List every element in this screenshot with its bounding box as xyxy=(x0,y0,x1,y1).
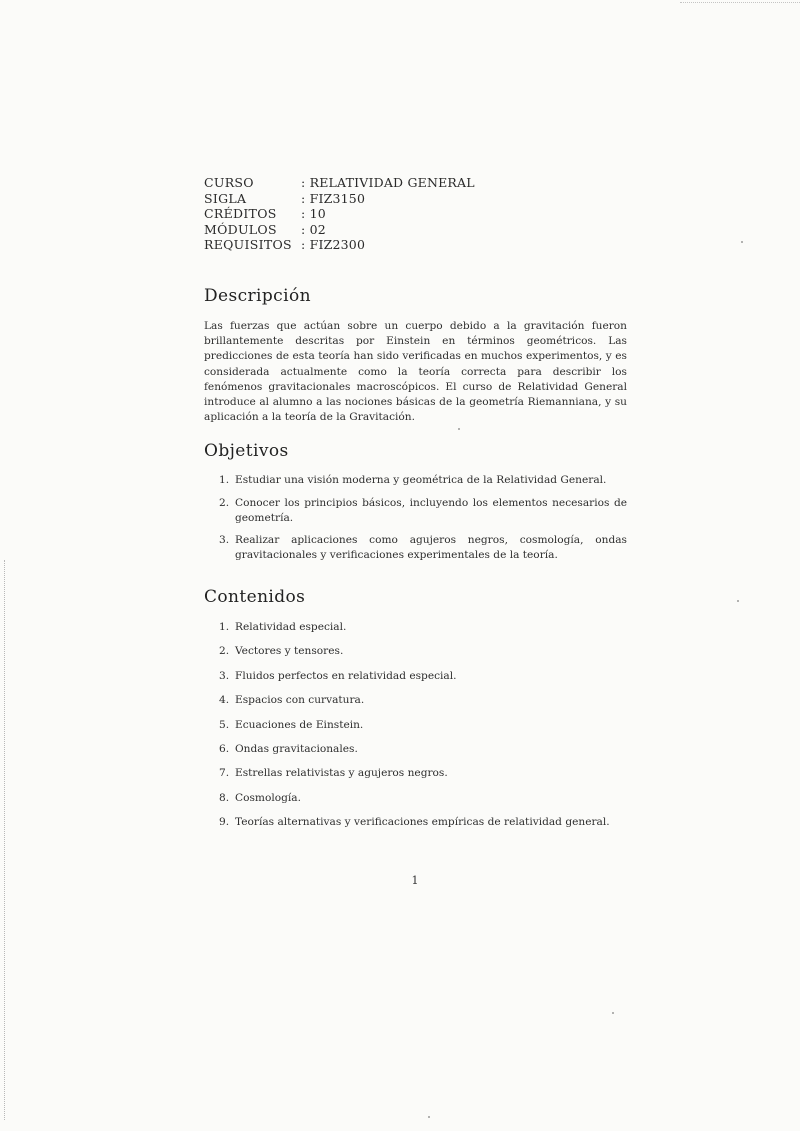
item-text: Ondas gravitacionales. xyxy=(235,742,358,755)
item-text: Conocer los principios básicos, incluyendo los elementos necesarios de geometría. xyxy=(235,496,627,524)
field-value: : FIZ3150 xyxy=(301,190,366,206)
item-number: 3. xyxy=(219,534,230,547)
item-text: Relatividad especial. xyxy=(235,621,347,633)
descripcion-heading: Descripción xyxy=(204,286,311,306)
item-text: Teorías alternativas y verificaciones empíricas de relatividad general. xyxy=(235,816,610,829)
list-item xyxy=(204,791,627,806)
course-field-row xyxy=(204,206,475,222)
item-number: 5. xyxy=(219,718,230,731)
item-number: 7. xyxy=(219,767,230,780)
item-text: Ecuaciones de Einstein. xyxy=(235,718,364,731)
item-number: 1. xyxy=(219,621,230,633)
course-field-row xyxy=(204,237,475,253)
field-value: : 10 xyxy=(301,206,326,222)
list-item xyxy=(204,496,627,526)
field-value: : RELATIVIDAD GENERAL xyxy=(301,175,475,190)
page-number: 1 xyxy=(411,874,419,887)
list-item xyxy=(204,620,627,635)
scan-speck xyxy=(428,1116,430,1118)
course-field-row xyxy=(204,175,475,191)
list-item xyxy=(204,742,627,757)
contenidos-list xyxy=(204,620,627,840)
item-text: Realizar aplicaciones como agujeros negros, cosmología, ondas gravitacionales y verificaciones experimentales de la teoría. xyxy=(235,534,627,562)
list-item xyxy=(204,473,627,488)
field-value: : FIZ2300 xyxy=(301,237,366,253)
scan-speck xyxy=(458,428,460,430)
item-text: Espacios con curvatura. xyxy=(235,694,365,707)
scan-speck xyxy=(741,241,743,243)
item-number: 4. xyxy=(219,694,230,707)
field-label: MÓDULOS xyxy=(204,221,277,237)
course-header-table xyxy=(204,175,475,253)
item-number: 1. xyxy=(219,474,230,486)
item-text: Vectores y tensores. xyxy=(235,645,344,658)
contenidos-heading: Contenidos xyxy=(204,587,306,607)
scan-speck xyxy=(737,600,739,602)
item-number: 3. xyxy=(219,669,230,682)
field-label: CRÉDITOS xyxy=(204,206,277,222)
item-number: 6. xyxy=(219,742,230,755)
item-number: 2. xyxy=(219,645,230,658)
objetivos-heading: Objetivos xyxy=(204,441,289,461)
objetivos-list xyxy=(204,473,627,571)
scan-speck xyxy=(612,1012,614,1014)
field-label: REQUISITOS xyxy=(204,237,292,253)
field-label: SIGLA xyxy=(204,190,247,206)
item-text: Estrellas relativistas y agujeros negros. xyxy=(235,767,448,780)
item-number: 2. xyxy=(219,496,230,509)
list-item xyxy=(204,693,627,708)
item-text: Fluidos perfectos en relatividad especial. xyxy=(235,669,457,682)
list-item xyxy=(204,533,627,563)
scan-edge-artifact xyxy=(4,560,7,1120)
course-field-row xyxy=(204,191,475,207)
item-number: 8. xyxy=(219,791,230,804)
descripcion-paragraph: Las fuerzas que actúan sobre un cuerpo debido a la gravitación fueron brillantemente descritas por Einstein en términos geométricos. Las predicciones de esta teoría han sido verificadas en muchos experimentos, y es considerada actualmente como la teoría correcta para describir los fenómenos gravitacionales macroscópicos. El curso de Relatividad General introduce al alumno a las nociones básicas de la geometría Riemanniana, y su aplicación a la teoría de la Gravitación. xyxy=(204,320,627,424)
course-field-row xyxy=(204,222,475,238)
field-label: CURSO xyxy=(204,175,254,190)
list-item xyxy=(204,644,627,659)
field-value: : 02 xyxy=(301,221,326,237)
item-text: Cosmología. xyxy=(235,791,301,804)
list-item xyxy=(204,815,627,830)
list-item xyxy=(204,669,627,684)
list-item xyxy=(204,766,627,781)
scan-edge-artifact xyxy=(680,2,800,3)
item-number: 9. xyxy=(219,816,230,829)
list-item xyxy=(204,718,627,733)
item-text: Estudiar una visión moderna y geométrica de la Relatividad General. xyxy=(235,474,607,486)
